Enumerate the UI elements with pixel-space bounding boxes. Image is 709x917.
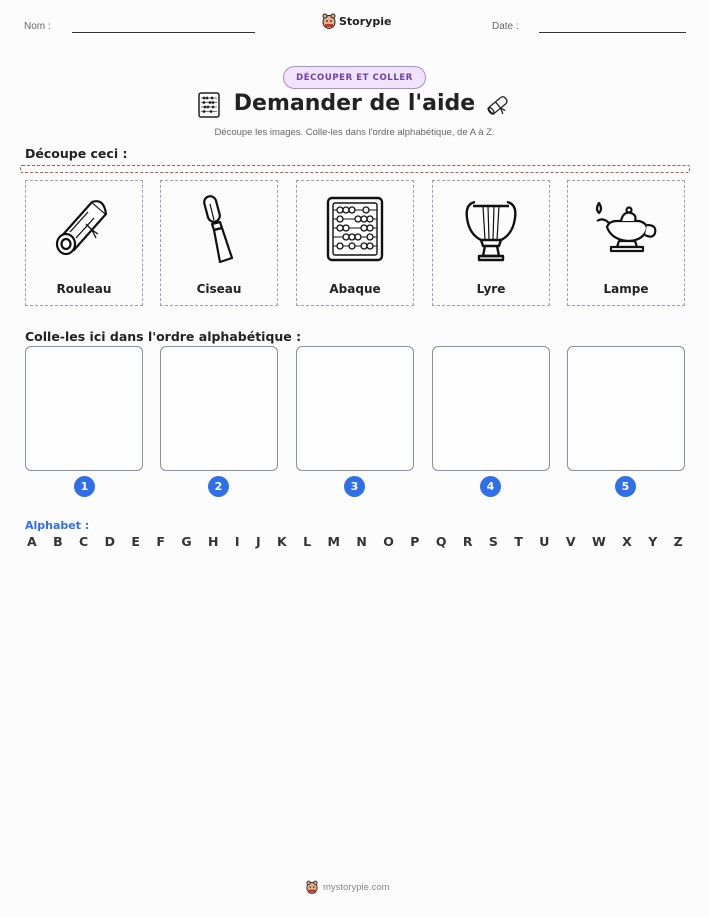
abacus-icon: [326, 196, 384, 262]
date-field[interactable]: [539, 32, 686, 33]
number-badge-4: 4: [480, 476, 501, 497]
paste-box-1[interactable]: [25, 346, 143, 471]
number-badge-5: 5: [615, 476, 636, 497]
paste-box-3[interactable]: [296, 346, 414, 471]
scroll-icon: [52, 194, 116, 264]
alphabet-label: Alphabet :: [25, 519, 90, 532]
letter: L: [303, 534, 312, 549]
letter: R: [462, 534, 473, 549]
chisel-icon: [194, 192, 244, 266]
brand-name: Storypie: [339, 14, 392, 28]
instructions: Découpe les images. Colle-les dans l'ordre alphabétique, de A à Z.: [214, 127, 495, 138]
number-badge-3: 3: [344, 476, 365, 497]
card-label: Rouleau: [56, 282, 112, 296]
number-badge-2: 2: [208, 476, 229, 497]
footer: [306, 880, 390, 894]
card-label: Abaque: [329, 282, 381, 296]
letter: O: [383, 534, 394, 549]
letter: F: [156, 534, 165, 549]
letter: V: [565, 534, 576, 549]
letter: S: [488, 534, 498, 549]
name-field[interactable]: [72, 32, 255, 33]
card-label: Lyre: [476, 282, 506, 296]
oil-lamp-icon: [593, 199, 659, 259]
brand-logo: [322, 13, 391, 29]
letter: T: [514, 534, 523, 549]
paste-section-label: Colle-les ici dans l'ordre alphabétique :: [25, 329, 302, 344]
letter: P: [410, 534, 420, 549]
letter: G: [181, 534, 192, 549]
cut-card-lampe[interactable]: [567, 180, 685, 306]
letter: N: [356, 534, 367, 549]
letter: K: [277, 534, 287, 549]
name-label: Nom :: [24, 21, 51, 32]
cut-card-ciseau[interactable]: [160, 180, 278, 306]
alphabet-row: [27, 534, 683, 549]
card-label: Ciseau: [196, 282, 242, 296]
number-badge-1: 1: [74, 476, 95, 497]
paste-box-5[interactable]: [567, 346, 685, 471]
letter: C: [79, 534, 89, 549]
letter: A: [27, 534, 37, 549]
letter: U: [539, 534, 550, 549]
letter: D: [104, 534, 116, 549]
cut-section-label: Découpe ceci :: [25, 146, 128, 161]
letter: H: [208, 534, 219, 549]
cut-card-abaque[interactable]: [296, 180, 414, 306]
letter: B: [53, 534, 63, 549]
paste-box-2[interactable]: [160, 346, 278, 471]
letter: X: [622, 534, 632, 549]
lyre-icon: [461, 194, 521, 264]
letter: Y: [648, 534, 658, 549]
paste-box-4[interactable]: [432, 346, 550, 471]
cut-card-rouleau[interactable]: [25, 180, 143, 306]
storypie-mascot-icon: [306, 880, 318, 894]
footer-url[interactable]: mystorypie.com: [323, 881, 390, 893]
letter: W: [591, 534, 606, 549]
cut-line: [20, 165, 690, 173]
card-label: Lampe: [603, 282, 649, 296]
letter: E: [131, 534, 140, 549]
activity-badge: DÉCOUPER ET COLLER: [283, 66, 426, 89]
page-title: Demander de l'aide: [233, 91, 476, 116]
scroll-icon: [484, 90, 512, 120]
storypie-mascot-icon: [322, 13, 336, 29]
letter: Q: [435, 534, 447, 549]
letter: I: [234, 534, 240, 549]
letter: Z: [673, 534, 683, 549]
date-label: Date :: [492, 21, 519, 32]
letter: J: [255, 534, 261, 549]
cut-card-lyre[interactable]: [432, 180, 550, 306]
letter: M: [327, 534, 340, 549]
